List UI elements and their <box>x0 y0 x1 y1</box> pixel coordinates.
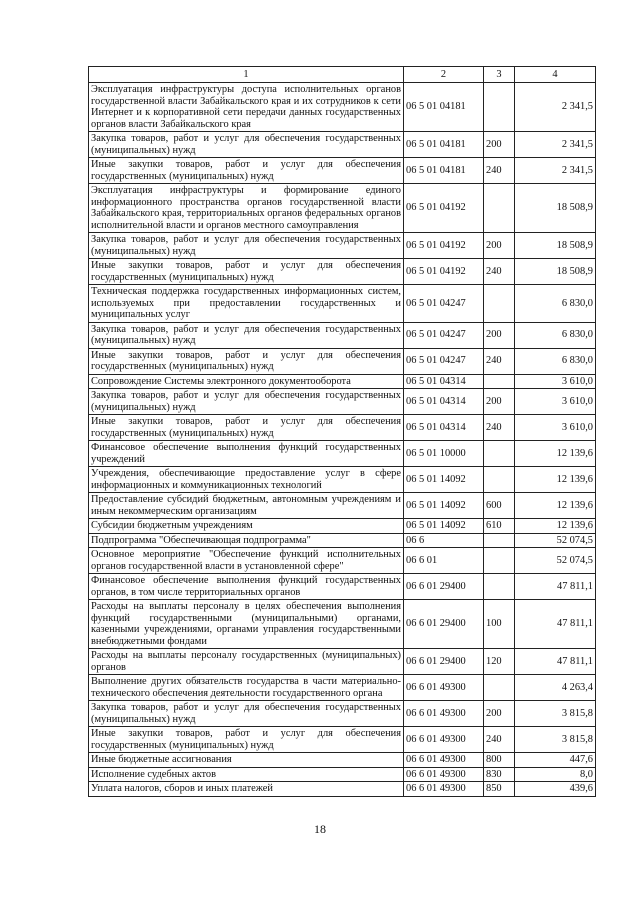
cell-name: Основное мероприятие "Обеспечение функций исполнительных органов государственной власти в установленной сфере" <box>89 548 404 574</box>
cell-sum: 18 508,9 <box>515 259 596 285</box>
table-row <box>89 259 596 285</box>
table-row <box>89 158 596 184</box>
cell-name: Иные закупки товаров, работ и услуг для обеспечения государственных (муниципальных) нужд <box>89 348 404 374</box>
cell-sum: 47 811,1 <box>515 600 596 649</box>
cell-code: 06 5 01 04181 <box>404 158 484 184</box>
cell-name: Подпрограмма "Обеспечивающая подпрограмма" <box>89 533 404 548</box>
cell-sum: 12 139,6 <box>515 493 596 519</box>
cell-code: 06 6 01 <box>404 548 484 574</box>
table-row <box>89 132 596 158</box>
cell-sum: 3 610,0 <box>515 415 596 441</box>
cell-type: 100 <box>484 600 515 649</box>
table-body <box>89 83 596 797</box>
table-row <box>89 533 596 548</box>
cell-name: Выполнение других обязательств государства в части материально-технического обеспечения деятельности государственного органа <box>89 675 404 701</box>
cell-name: Исполнение судебных актов <box>89 767 404 782</box>
cell-sum: 4 263,4 <box>515 675 596 701</box>
cell-type: 200 <box>484 132 515 158</box>
cell-sum: 18 508,9 <box>515 184 596 233</box>
cell-sum: 8,0 <box>515 767 596 782</box>
table-row <box>89 83 596 132</box>
cell-type <box>484 285 515 323</box>
cell-code: 06 6 01 49300 <box>404 675 484 701</box>
cell-type: 200 <box>484 389 515 415</box>
cell-name: Иные бюджетные ассигнования <box>89 753 404 768</box>
table-row <box>89 374 596 389</box>
table-row <box>89 753 596 768</box>
column-header-sum: 4 <box>515 67 596 83</box>
table-row <box>89 767 596 782</box>
cell-name: Сопровождение Системы электронного документооборота <box>89 374 404 389</box>
cell-name: Иные закупки товаров, работ и услуг для обеспечения государственных (муниципальных) нужд <box>89 415 404 441</box>
table-row <box>89 389 596 415</box>
cell-sum: 3 815,8 <box>515 727 596 753</box>
table-row <box>89 348 596 374</box>
cell-name: Иные закупки товаров, работ и услуг для обеспечения государственных (муниципальных) нужд <box>89 158 404 184</box>
cell-type <box>484 574 515 600</box>
cell-code: 06 5 01 04192 <box>404 259 484 285</box>
cell-code: 06 5 01 04181 <box>404 132 484 158</box>
cell-name: Закупка товаров, работ и услуг для обеспечения государственных (муниципальных) нужд <box>89 322 404 348</box>
cell-type <box>484 533 515 548</box>
cell-code: 06 5 01 04247 <box>404 348 484 374</box>
cell-type: 240 <box>484 415 515 441</box>
table-header-row <box>89 67 596 83</box>
cell-name: Закупка товаров, работ и услуг для обеспечения государственных (муниципальных) нужд <box>89 701 404 727</box>
cell-type: 240 <box>484 158 515 184</box>
cell-sum: 447,6 <box>515 753 596 768</box>
cell-sum: 52 074,5 <box>515 548 596 574</box>
cell-code: 06 5 01 04314 <box>404 374 484 389</box>
cell-name: Эксплуатация инфраструктуры и формирование единого информационного пространства органов государственной власти Забайкальского края, территориальных органов федеральных органов исполнительной власти и органов местного самоуправления <box>89 184 404 233</box>
cell-type: 240 <box>484 348 515 374</box>
cell-type: 610 <box>484 519 515 534</box>
cell-type <box>484 548 515 574</box>
budget-table <box>88 66 596 797</box>
cell-type: 830 <box>484 767 515 782</box>
cell-code: 06 5 01 10000 <box>404 441 484 467</box>
table-row <box>89 600 596 649</box>
table-row <box>89 727 596 753</box>
table-row <box>89 548 596 574</box>
cell-sum: 12 139,6 <box>515 519 596 534</box>
cell-code: 06 6 01 29400 <box>404 574 484 600</box>
cell-type: 200 <box>484 701 515 727</box>
cell-code: 06 6 01 49300 <box>404 767 484 782</box>
cell-sum: 12 139,6 <box>515 441 596 467</box>
cell-sum: 47 811,1 <box>515 574 596 600</box>
cell-type <box>484 467 515 493</box>
cell-type: 800 <box>484 753 515 768</box>
cell-sum: 2 341,5 <box>515 158 596 184</box>
table-row <box>89 285 596 323</box>
cell-code: 06 5 01 14092 <box>404 493 484 519</box>
cell-type: 240 <box>484 727 515 753</box>
cell-name: Закупка товаров, работ и услуг для обеспечения государственных (муниципальных) нужд <box>89 233 404 259</box>
cell-code: 06 5 01 04314 <box>404 389 484 415</box>
table-row <box>89 649 596 675</box>
cell-code: 06 5 01 14092 <box>404 467 484 493</box>
cell-sum: 439,6 <box>515 782 596 797</box>
cell-type <box>484 675 515 701</box>
cell-type <box>484 184 515 233</box>
cell-sum: 18 508,9 <box>515 233 596 259</box>
cell-name: Закупка товаров, работ и услуг для обеспечения государственных (муниципальных) нужд <box>89 389 404 415</box>
column-header-code: 2 <box>404 67 484 83</box>
cell-type: 120 <box>484 649 515 675</box>
cell-type <box>484 441 515 467</box>
table-row <box>89 233 596 259</box>
table-row <box>89 467 596 493</box>
cell-name: Иные закупки товаров, работ и услуг для обеспечения государственных (муниципальных) нужд <box>89 727 404 753</box>
cell-code: 06 6 01 49300 <box>404 753 484 768</box>
cell-sum: 12 139,6 <box>515 467 596 493</box>
cell-name: Уплата налогов, сборов и иных платежей <box>89 782 404 797</box>
cell-code: 06 6 01 49300 <box>404 701 484 727</box>
page-number: 18 <box>314 822 326 836</box>
cell-sum: 52 074,5 <box>515 533 596 548</box>
cell-type: 850 <box>484 782 515 797</box>
cell-code: 06 5 01 04247 <box>404 285 484 323</box>
cell-sum: 3 815,8 <box>515 701 596 727</box>
cell-code: 06 6 01 29400 <box>404 600 484 649</box>
cell-code: 06 5 01 14092 <box>404 519 484 534</box>
cell-type: 240 <box>484 259 515 285</box>
cell-code: 06 5 01 04314 <box>404 415 484 441</box>
cell-name: Эксплуатация инфраструктуры доступа исполнительных органов государственной власти Забайкальского края и их сотрудников к сети Интернет и к корпоративной сети передачи данных государственных органов власти Забайкальского края <box>89 83 404 132</box>
cell-name: Предоставление субсидий бюджетным, автономным учреждениям и иным некоммерческим организациям <box>89 493 404 519</box>
cell-code: 06 6 <box>404 533 484 548</box>
cell-code: 06 5 01 04247 <box>404 322 484 348</box>
cell-name: Закупка товаров, работ и услуг для обеспечения государственных (муниципальных) нужд <box>89 132 404 158</box>
cell-sum: 6 830,0 <box>515 285 596 323</box>
cell-code: 06 5 01 04192 <box>404 184 484 233</box>
cell-code: 06 6 01 49300 <box>404 727 484 753</box>
cell-code: 06 5 01 04181 <box>404 83 484 132</box>
table-row <box>89 519 596 534</box>
cell-type: 600 <box>484 493 515 519</box>
table-row <box>89 493 596 519</box>
cell-sum: 47 811,1 <box>515 649 596 675</box>
cell-name: Техническая поддержка государственных информационных систем, используемых при предоставлении государственных и муниципальных услуг <box>89 285 404 323</box>
cell-sum: 6 830,0 <box>515 348 596 374</box>
cell-name: Иные закупки товаров, работ и услуг для обеспечения государственных (муниципальных) нужд <box>89 259 404 285</box>
cell-type: 200 <box>484 233 515 259</box>
table-row <box>89 675 596 701</box>
cell-name: Учреждения, обеспечивающие предоставление услуг в сфере информационных и коммуникационных технологий <box>89 467 404 493</box>
cell-sum: 3 610,0 <box>515 389 596 415</box>
cell-name: Субсидии бюджетным учреждениям <box>89 519 404 534</box>
cell-sum: 6 830,0 <box>515 322 596 348</box>
cell-type <box>484 83 515 132</box>
column-header-type: 3 <box>484 67 515 83</box>
cell-sum: 2 341,5 <box>515 132 596 158</box>
cell-code: 06 6 01 29400 <box>404 649 484 675</box>
table-row <box>89 701 596 727</box>
cell-name: Расходы на выплаты персоналу в целях обеспечения выполнения функций государственными (муниципальными) органами, казенными учреждениями, органами управления государственными внебюджетными фондами <box>89 600 404 649</box>
table-row <box>89 184 596 233</box>
cell-name: Финансовое обеспечение выполнения функций государственных органов, в том числе территориальных органов <box>89 574 404 600</box>
cell-name: Финансовое обеспечение выполнения функций государственных учреждений <box>89 441 404 467</box>
cell-type: 200 <box>484 322 515 348</box>
cell-code: 06 5 01 04192 <box>404 233 484 259</box>
table-row <box>89 415 596 441</box>
cell-sum: 2 341,5 <box>515 83 596 132</box>
table-row <box>89 574 596 600</box>
table-row <box>89 782 596 797</box>
table-row <box>89 322 596 348</box>
cell-type <box>484 374 515 389</box>
cell-sum: 3 610,0 <box>515 374 596 389</box>
cell-code: 06 6 01 49300 <box>404 782 484 797</box>
column-header-name: 1 <box>89 67 404 83</box>
table-row <box>89 441 596 467</box>
cell-name: Расходы на выплаты персоналу государственных (муниципальных) органов <box>89 649 404 675</box>
